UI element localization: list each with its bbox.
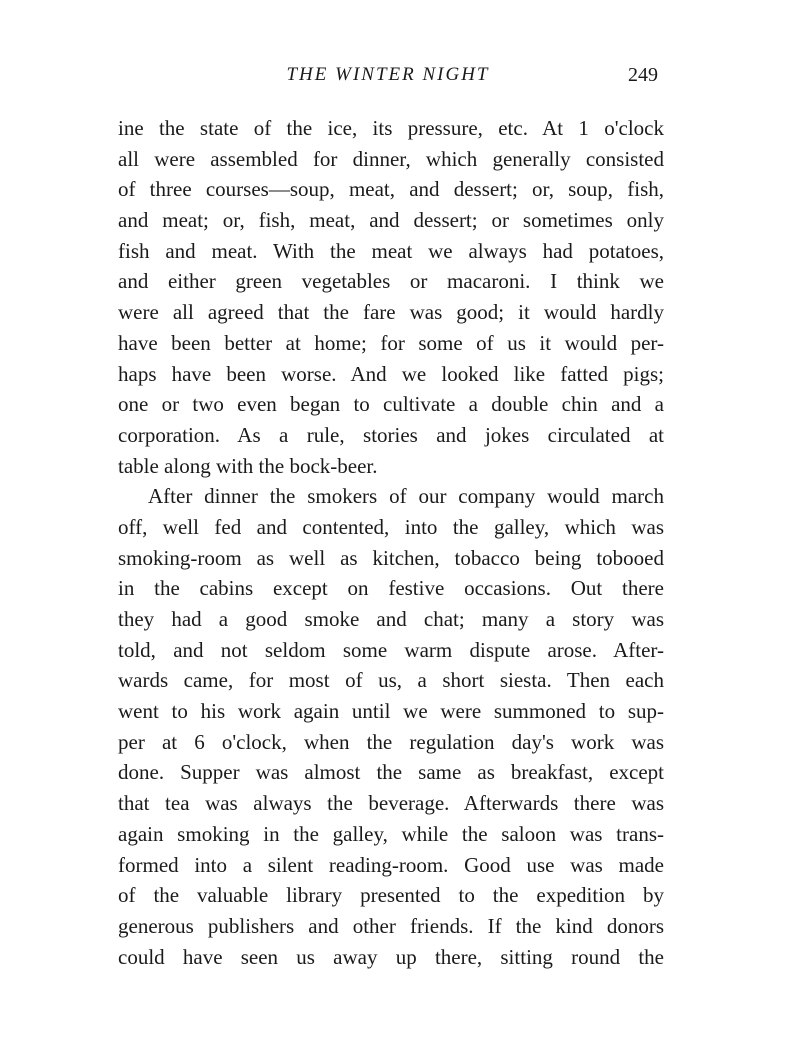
text-line: haps have been worse. And we looked like fatted pigs; <box>118 361 664 386</box>
text-line: smoking-room as well as kitchen, tobacco being tobooed <box>118 545 664 570</box>
text-line: done. Supper was almost the same as breakfast, except <box>118 760 664 785</box>
text-line: went to his work again until we were summoned to sup- <box>118 699 664 724</box>
text-line: corporation. As a rule, stories and jokes circulated at <box>118 422 664 447</box>
paragraph <box>118 113 664 481</box>
text-line: per at 6 o'clock, when the regulation day's work was <box>118 729 664 754</box>
text-line: and either green vegetables or macaroni. I think we <box>118 269 664 294</box>
text-line: fish and meat. With the meat we always had potatoes, <box>118 238 664 263</box>
text-line: off, well fed and contented, into the galley, which was <box>118 514 664 539</box>
running-title: THE WINTER NIGHT <box>286 64 490 85</box>
text-line: in the cabins except on festive occasions. Out there <box>118 576 664 601</box>
text-line: again smoking in the galley, while the saloon was trans- <box>118 821 664 846</box>
text-line: After dinner the smokers of our company would march <box>148 484 664 509</box>
running-head <box>118 62 658 92</box>
text-line: formed into a silent reading-room. Good use was made <box>118 852 664 877</box>
body-text <box>118 113 664 972</box>
text-line: generous publishers and other friends. If the kind donors <box>118 913 664 938</box>
text-line: of the valuable library presented to the expedition by <box>118 883 664 908</box>
text-line: one or two even began to cultivate a double chin and a <box>118 392 664 417</box>
text-line: told, and not seldom some warm dispute arose. After- <box>118 637 664 662</box>
text-line: of three courses—soup, meat, and dessert; or, soup, fish, <box>118 177 664 202</box>
text-line: ine the state of the ice, its pressure, etc. At 1 o'clock <box>118 116 664 140</box>
text-line: have been better at home; for some of us it would per- <box>118 330 664 355</box>
text-line: were all agreed that the fare was good; it would hardly <box>118 300 664 325</box>
text-line: wards came, for most of us, a short siesta. Then each <box>118 668 664 693</box>
text-line: that tea was always the beverage. Afterwards there was <box>118 791 664 816</box>
page-number: 249 <box>628 64 658 86</box>
text-line: could have seen us away up there, sitting round the <box>118 944 664 969</box>
text-line: table along with the bock-beer. <box>118 453 378 478</box>
text-line: and meat; or, fish, meat, and dessert; or sometimes only <box>118 208 664 233</box>
text-line: all were assembled for dinner, which generally consisted <box>118 146 664 171</box>
paragraph <box>118 481 664 972</box>
text-line: they had a good smoke and chat; many a story was <box>118 607 664 631</box>
